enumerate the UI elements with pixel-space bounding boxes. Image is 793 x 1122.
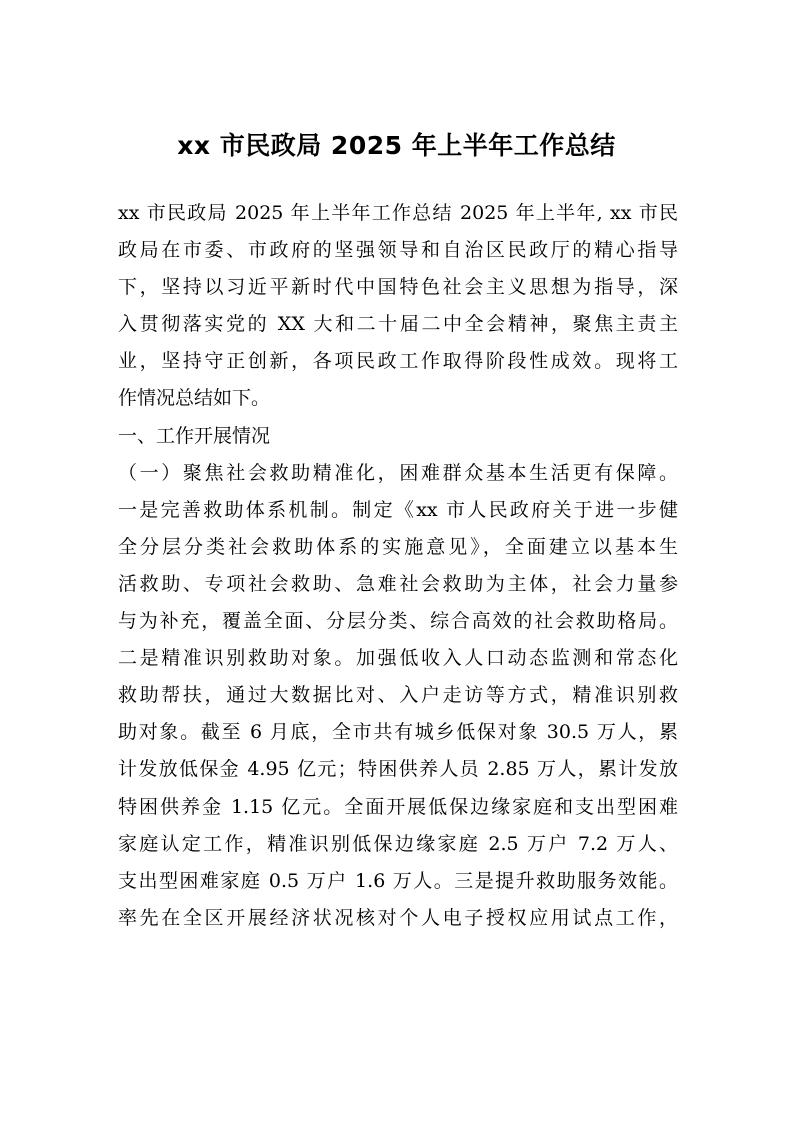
body-line: 计发放低保金 4.95 亿元；特困供养人员 2.85 万人，累计发放 — [118, 758, 678, 781]
body-line: 救助帮扶，通过大数据比对、入户走访等方式，精准识别救 — [118, 684, 678, 707]
body-line: 作情况总结如下。 — [118, 387, 271, 410]
body-line: 入贯彻落实党的 XX 大和二十届二中全会精神，聚焦主责主 — [118, 313, 678, 336]
body-line: 与为补充，覆盖全面、分层分类、综合高效的社会救助格局。 — [118, 610, 678, 633]
body-line: 家庭认定工作，精准识别低保边缘家庭 2.5 万户 7.2 万人、 — [118, 832, 678, 855]
body-line: xx 市民政局 2025 年上半年工作总结 2025 年上半年, xx 市民 — [118, 202, 678, 224]
body-line: 业，坚持守正创新，各项民政工作取得阶段性成效。现将工 — [118, 350, 678, 373]
document-title: xx 市民政局 2025 年上半年工作总结 — [177, 131, 616, 160]
body-line: 率先在全区开展经济状况核对个人电子授权应用试点工作， — [118, 906, 678, 929]
body-line: 支出型困难家庭 0.5 万户 1.6 万人。三是提升救助服务效能。 — [118, 869, 678, 892]
body-line: 二是精准识别救助对象。加强低收入人口动态监测和常态化 — [118, 647, 678, 670]
body-line: 下，坚持以习近平新时代中国特色社会主义思想为指导，深 — [118, 276, 678, 299]
body-line: 活救助、专项社会救助、急难社会救助为主体，社会力量参 — [118, 572, 678, 595]
body-line: 政局在市委、市政府的坚强领导和自治区民政厅的精心指导 — [118, 239, 678, 262]
subsection-heading: （一）聚焦社会救助精准化，困难群众基本生活更有保障。 — [118, 461, 678, 484]
body-line: 特困供养金 1.15 亿元。全面开展低保边缘家庭和支出型困难 — [118, 795, 678, 818]
section-heading: 一、工作开展情况 — [118, 424, 271, 447]
document-body — [118, 195, 678, 937]
body-line: 助对象。截至 6 月底，全市共有城乡低保对象 30.5 万人，累 — [118, 721, 678, 744]
body-line: 全分层分类社会救助体系的实施意见》，全面建立以基本生 — [118, 535, 678, 558]
body-line: 一是完善救助体系机制。制定《xx 市人民政府关于进一步健 — [118, 498, 678, 521]
